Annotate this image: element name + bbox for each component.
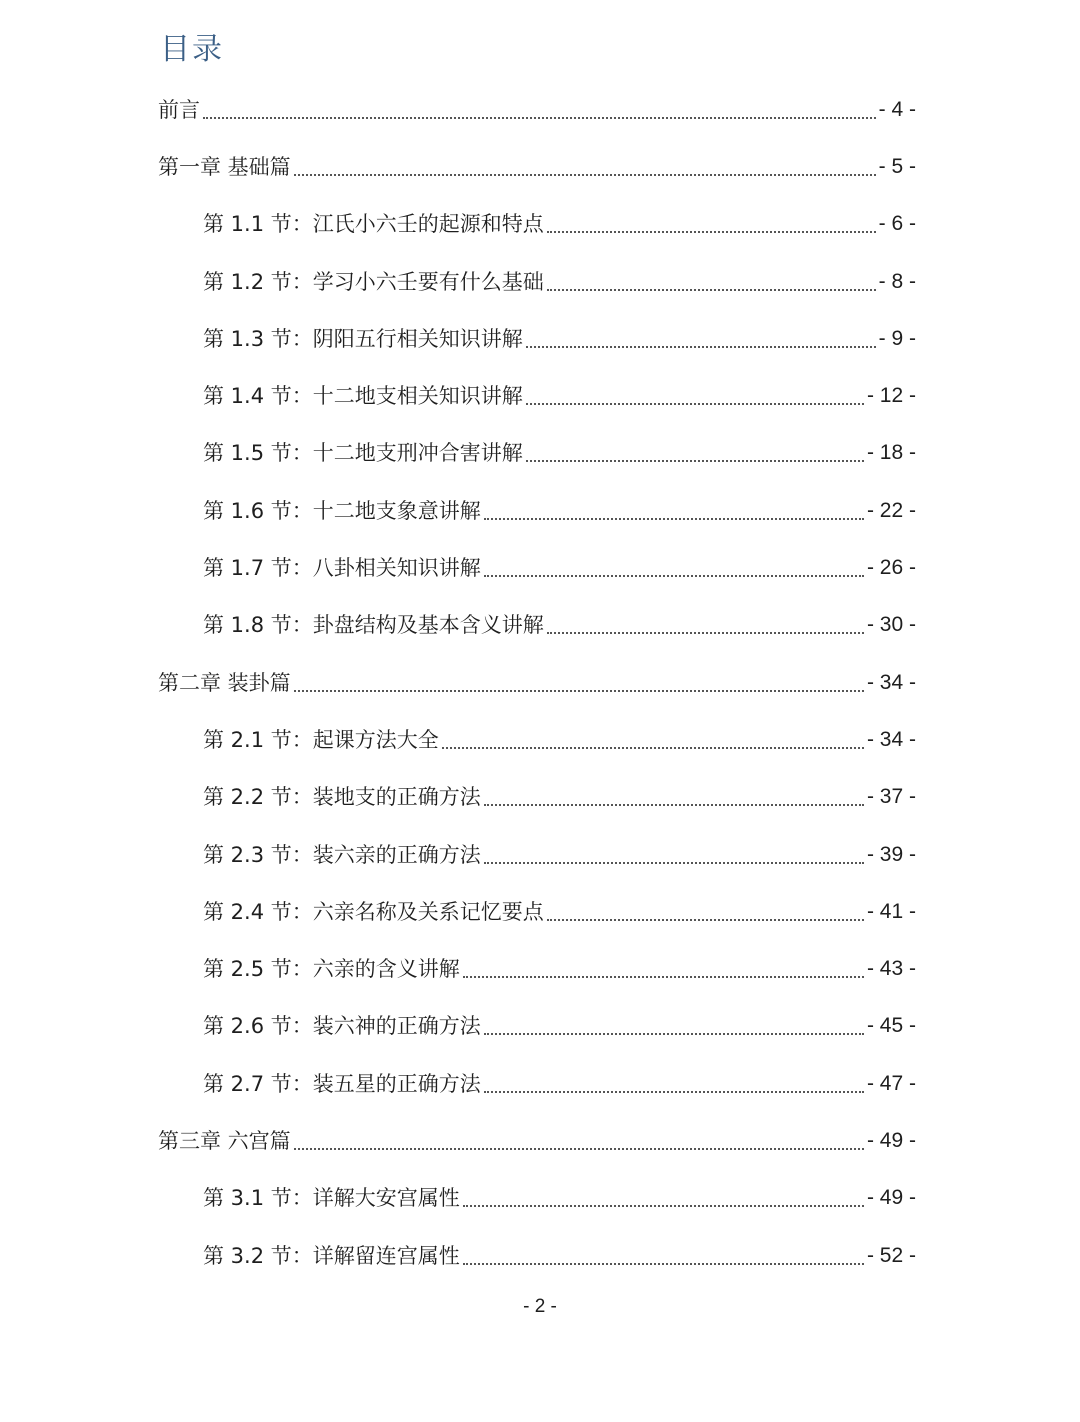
toc-section-entry[interactable] <box>0 1170 916 1227</box>
toc-list <box>0 81 1080 1284</box>
toc-dot-leader <box>442 747 864 749</box>
toc-entry-page-number: - 34 - <box>866 670 916 694</box>
toc-entry-page-number: - 49 - <box>866 1128 916 1152</box>
toc-dot-leader <box>484 804 864 806</box>
toc-dot-leader <box>484 518 864 520</box>
toc-chapter-entry[interactable] <box>0 81 916 138</box>
toc-chapter-entry[interactable] <box>0 654 916 711</box>
toc-dot-leader <box>526 460 864 462</box>
toc-entry-label: 第 1.1 节：江氏小六壬的起源和特点 <box>203 212 544 237</box>
toc-entry-label: 第 1.5 节：十二地支刑冲合害讲解 <box>203 441 523 466</box>
toc-entry-page-number: - 8 - <box>878 269 916 293</box>
toc-entry-label: 第 3.2 节：详解留连宫属性 <box>203 1243 460 1268</box>
toc-dot-leader <box>463 976 864 978</box>
toc-entry-page-number: - 12 - <box>866 384 916 408</box>
toc-section-entry[interactable] <box>0 1055 916 1112</box>
toc-entry-label: 前言 <box>158 97 200 122</box>
toc-dot-leader <box>463 1263 864 1265</box>
toc-entry-page-number: - 34 - <box>866 727 916 751</box>
toc-dot-leader <box>294 690 864 692</box>
toc-entry-label: 第 2.4 节：六亲名称及关系记忆要点 <box>203 899 544 924</box>
toc-entry-label: 第二章 装卦篇 <box>158 670 291 695</box>
toc-dot-leader <box>484 575 864 577</box>
toc-entry-label: 第一章 基础篇 <box>158 154 291 179</box>
toc-entry-page-number: - 39 - <box>866 842 916 866</box>
toc-entry-page-number: - 26 - <box>866 556 916 580</box>
toc-entry-page-number: - 30 - <box>866 613 916 637</box>
toc-section-entry[interactable] <box>0 883 916 940</box>
toc-entry-label: 第 1.2 节：学习小六壬要有什么基础 <box>203 269 544 294</box>
footer-page-number: - 2 - <box>523 1296 557 1317</box>
toc-dot-leader <box>294 1148 864 1150</box>
toc-entry-page-number: - 18 - <box>866 441 916 465</box>
toc-dot-leader <box>203 117 876 119</box>
toc-entry-label: 第 1.6 节：十二地支象意讲解 <box>203 498 481 523</box>
toc-dot-leader <box>463 1205 864 1207</box>
toc-dot-leader <box>484 1091 864 1093</box>
toc-entry-label: 第 2.5 节：六亲的含义讲解 <box>203 957 460 982</box>
toc-section-entry[interactable] <box>0 998 916 1055</box>
toc-section-entry[interactable] <box>0 482 916 539</box>
toc-entry-page-number: - 9 - <box>878 326 916 350</box>
toc-section-entry[interactable] <box>0 597 916 654</box>
toc-entry-label: 第 2.7 节：装五星的正确方法 <box>203 1071 481 1096</box>
toc-entry-label: 第 1.4 节：十二地支相关知识讲解 <box>203 384 523 409</box>
toc-entry-label: 第 1.7 节：八卦相关知识讲解 <box>203 556 481 581</box>
toc-dot-leader <box>526 403 864 405</box>
toc-entry-label: 第 1.3 节：阴阳五行相关知识讲解 <box>203 326 523 351</box>
toc-dot-leader <box>547 289 876 291</box>
toc-section-entry[interactable] <box>0 539 916 596</box>
toc-entry-page-number: - 6 - <box>878 212 916 236</box>
toc-section-entry[interactable] <box>0 196 916 253</box>
toc-dot-leader <box>547 231 876 233</box>
toc-dot-leader <box>547 919 864 921</box>
toc-entry-page-number: - 47 - <box>866 1071 916 1095</box>
toc-dot-leader <box>294 174 876 176</box>
toc-section-entry[interactable] <box>0 310 916 367</box>
toc-entry-label: 第 2.2 节：装地支的正确方法 <box>203 785 481 810</box>
toc-entry-label: 第 2.3 节：装六亲的正确方法 <box>203 842 481 867</box>
toc-section-entry[interactable] <box>0 769 916 826</box>
toc-entry-label: 第 3.1 节：详解大安宫属性 <box>203 1186 460 1211</box>
toc-entry-page-number: - 4 - <box>878 97 916 121</box>
toc-section-entry[interactable] <box>0 940 916 997</box>
toc-entry-label: 第 2.1 节：起课方法大全 <box>203 727 439 752</box>
toc-entry-page-number: - 37 - <box>866 785 916 809</box>
toc-section-entry[interactable] <box>0 711 916 768</box>
toc-section-entry[interactable] <box>0 425 916 482</box>
toc-entry-page-number: - 41 - <box>866 899 916 923</box>
toc-dot-leader <box>484 1033 864 1035</box>
toc-dot-leader <box>526 346 876 348</box>
toc-entry-label: 第 1.8 节：卦盘结构及基本含义讲解 <box>203 613 544 638</box>
toc-title: 目录 <box>160 32 224 67</box>
toc-section-entry[interactable] <box>0 367 916 424</box>
toc-chapter-entry[interactable] <box>0 1112 916 1169</box>
toc-chapter-entry[interactable] <box>0 138 916 195</box>
toc-entry-page-number: - 5 - <box>878 154 916 178</box>
toc-section-entry[interactable] <box>0 253 916 310</box>
toc-entry-label: 第 2.6 节：装六神的正确方法 <box>203 1014 481 1039</box>
toc-entry-page-number: - 43 - <box>866 957 916 981</box>
toc-section-entry[interactable] <box>0 1227 916 1284</box>
toc-entry-label: 第三章 六宫篇 <box>158 1128 291 1153</box>
toc-entry-page-number: - 22 - <box>866 498 916 522</box>
toc-dot-leader <box>484 862 864 864</box>
toc-dot-leader <box>547 632 864 634</box>
toc-entry-page-number: - 45 - <box>866 1014 916 1038</box>
toc-entry-page-number: - 49 - <box>866 1186 916 1210</box>
toc-section-entry[interactable] <box>0 826 916 883</box>
toc-entry-page-number: - 52 - <box>866 1243 916 1267</box>
